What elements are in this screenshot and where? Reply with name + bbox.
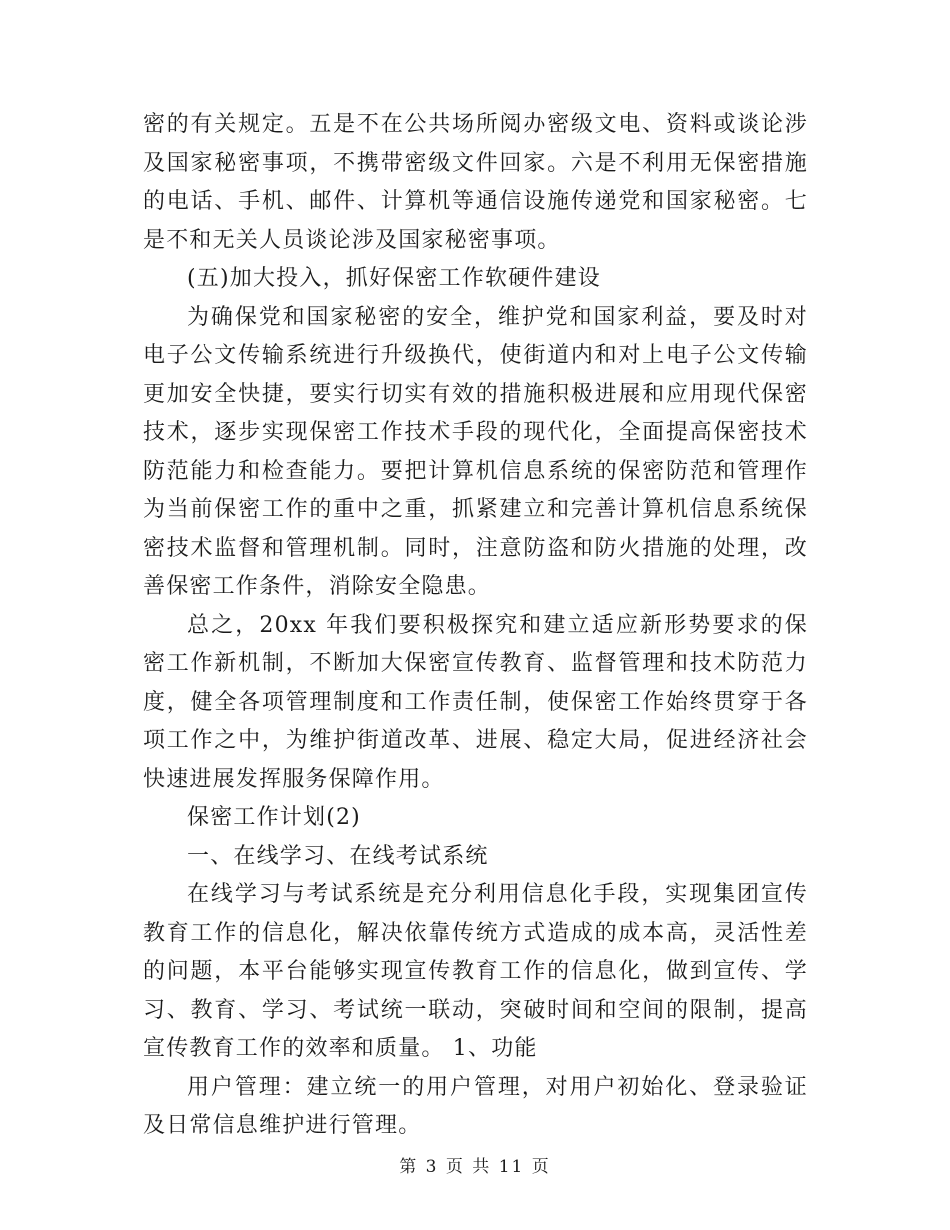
- paragraph-confidentiality-rules: 密的有关规定。五是不在公共场所阅办密级文电、资料或谈论涉及国家秘密事项，不携带密级文件回家。六是不利用无保密措施的电话、手机、邮件、计算机等通信设施传递党和国家秘密。七是不和无关人员谈论涉及国家秘密事项。: [143, 112, 808, 253]
- paragraph-user-management: 用户管理：建立统一的用户管理，对用户初始化、登录验证及日常信息维护进行管理。: [143, 1074, 808, 1138]
- paragraph-investment-details: 为确保党和国家秘密的安全，维护党和国家利益，要及时对电子公文传输系统进行升级换代，使街道内和对上电子公文传输更加安全快捷，要实行切实有效的措施积极进展和应用现代保密技术，逐步实现保密工作技术手段的现代化，全面提高保密技术防范能力和检查能力。要把计算机信息系统的保密防范和管理作为当前保密工作的重中之重，抓紧建立和完善计算机信息系统保密技术监督和管理机制。同时，注意防盗和防火措施的处理，改善保密工作条件，消除安全隐患。: [143, 304, 808, 599]
- document-body: [143, 106, 808, 1146]
- paragraph-summary: 总之，20xx 年我们要积极探究和建立适应新形势要求的保密工作新机制，不断加大保密宣传教育、监督管理和技术防范力度，健全各项管理制度和工作责任制，使保密工作始终贯穿于各项工作之中，为维护街道改革、进展、稳定大局，促进经济社会快速进展发挥服务保障作用。: [143, 612, 808, 792]
- section-heading-online-learning: 一、在线学习、在线考试系统: [187, 843, 489, 869]
- page-number-footer: 第 3 页 共 11 页: [399, 1157, 551, 1177]
- section-heading-investment: (五)加大投入，抓好保密工作软硬件建设: [187, 266, 601, 291]
- paragraph-online-learning: 在线学习与考试系统是充分利用信息化手段，实现集团宣传教育工作的信息化，解决依靠传统方式造成的成本高，灵活性差的问题，本平台能够实现宣传教育工作的信息化，做到宣传、学习、教育、学习、考试统一联动，突破时间和空间的限制，提高宣传教育工作的效率和质量。 1、功能: [143, 882, 808, 1061]
- document-title-plan-2: 保密工作计划(2): [187, 805, 361, 830]
